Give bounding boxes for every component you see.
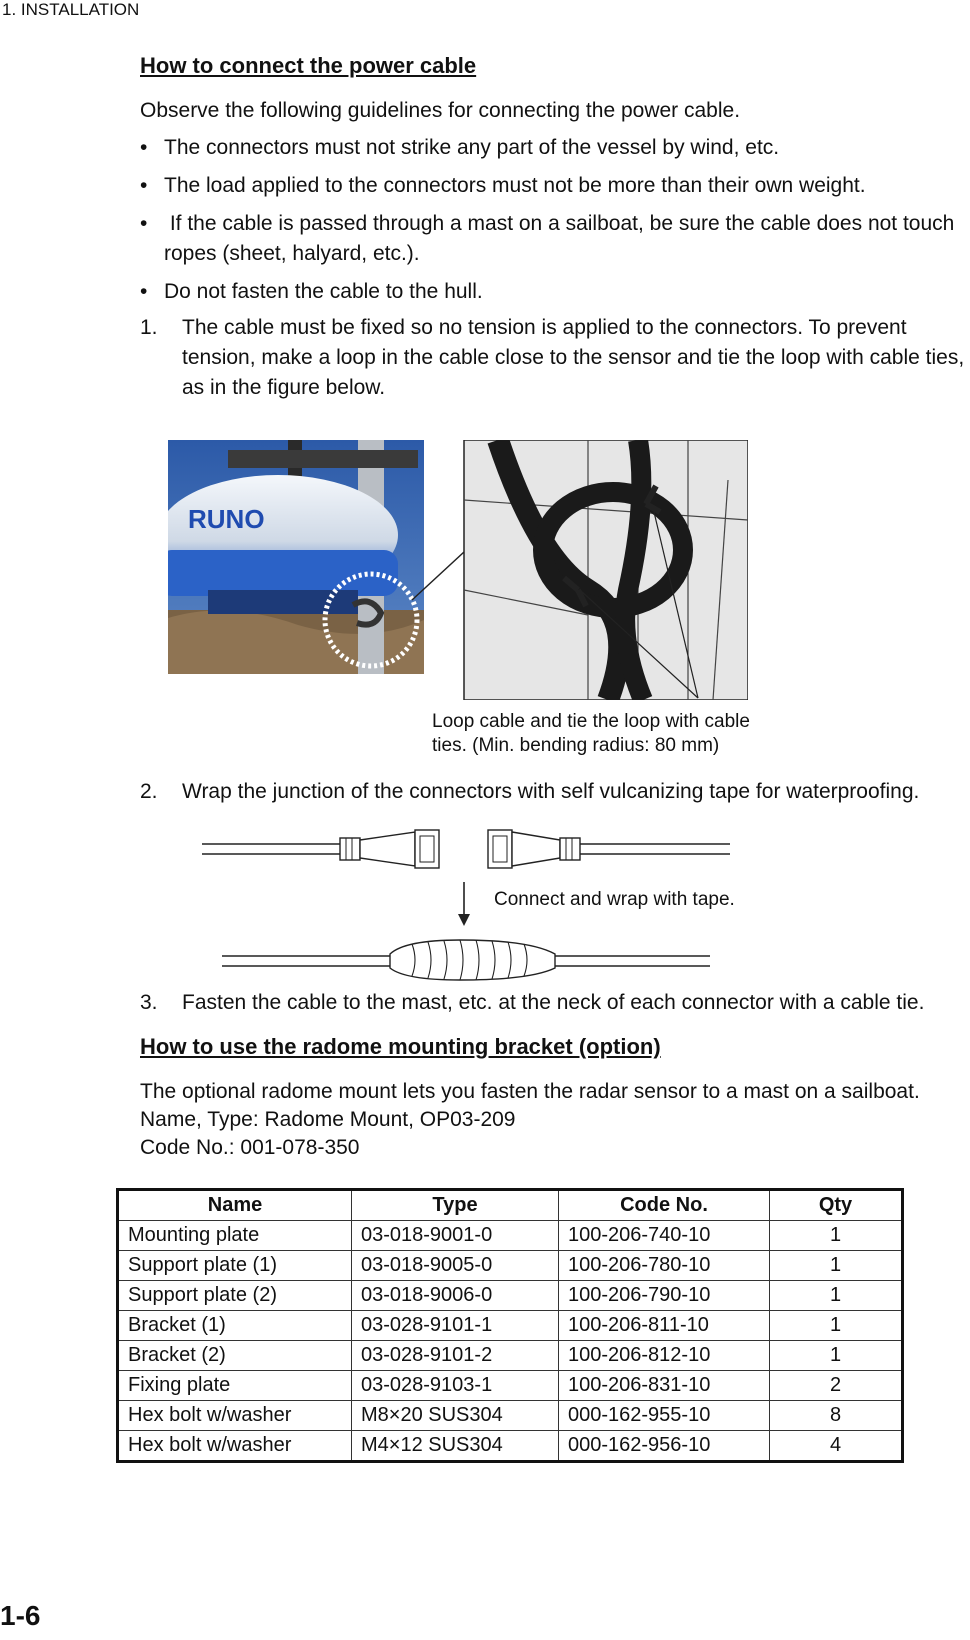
down-arrow xyxy=(458,882,470,926)
cell-qty: 1 xyxy=(770,1311,903,1341)
step-text: Wrap the junction of the connectors with self vulcanizing tape for waterproofing. xyxy=(182,780,920,803)
bullet-item xyxy=(140,277,970,307)
step-number: 1. xyxy=(140,316,158,339)
cell-name: Hex bolt w/washer xyxy=(118,1401,352,1431)
cell-code: 100-206-780-10 xyxy=(559,1251,770,1281)
cell-name: Bracket (1) xyxy=(118,1311,352,1341)
section-title-radome-bracket: How to use the radome mounting bracket (option) xyxy=(140,1034,661,1059)
table-row xyxy=(118,1431,903,1462)
cell-code: 100-206-790-10 xyxy=(559,1281,770,1311)
cell-qty: 1 xyxy=(770,1281,903,1311)
bullet-text: If the cable is passed through a mast on a sailboat, be sure the cable does not touch ropes (sheet, halyard, etc.). xyxy=(164,212,961,265)
cell-code: 100-206-812-10 xyxy=(559,1341,770,1371)
cell-code: 000-162-955-10 xyxy=(559,1401,770,1431)
cable-loop-closeup xyxy=(464,440,748,700)
cable-loop-figure xyxy=(168,440,748,700)
running-header: 1. INSTALLATION xyxy=(2,0,140,19)
bullet-item xyxy=(140,209,970,269)
bullet-mark: • xyxy=(140,280,148,303)
page-number: 1-6 xyxy=(0,1600,41,1631)
cell-qty: 1 xyxy=(770,1251,903,1281)
radome-description: The optional radome mount lets you fasten the radar sensor to a mast on a sailboat. xyxy=(140,1080,920,1103)
cell-qty: 8 xyxy=(770,1401,903,1431)
step-number: 3. xyxy=(140,991,158,1014)
cell-name: Support plate (1) xyxy=(118,1251,352,1281)
step-item-2 xyxy=(140,777,970,807)
bullet-mark: • xyxy=(140,212,148,235)
cell-type: M4×12 SUS304 xyxy=(352,1431,559,1462)
column-header-name: Name xyxy=(118,1190,352,1221)
cell-code: 100-206-831-10 xyxy=(559,1371,770,1401)
radar-logo-text: RUNO xyxy=(188,504,265,534)
cell-type: 03-018-9005-0 xyxy=(352,1251,559,1281)
radome-name-type: Name, Type: Radome Mount, OP03-209 xyxy=(140,1108,516,1131)
cell-name: Mounting plate xyxy=(118,1221,352,1251)
table-header-row xyxy=(118,1190,903,1221)
table-row xyxy=(118,1401,903,1431)
bullet-text: Do not fasten the cable to the hull. xyxy=(164,280,483,303)
parts-table xyxy=(116,1188,904,1463)
intro-paragraph: Observe the following guidelines for connecting the power cable. xyxy=(140,99,741,122)
bullet-item xyxy=(140,133,970,163)
table-row xyxy=(118,1251,903,1281)
figure1-caption-line2: ties. (Min. bending radius: 80 mm) xyxy=(432,735,720,756)
table-row xyxy=(118,1341,903,1371)
bullet-text: The load applied to the connectors must not be more than their own weight. xyxy=(164,174,866,197)
cell-type: 03-028-9101-1 xyxy=(352,1311,559,1341)
cell-qty: 2 xyxy=(770,1371,903,1401)
table-row xyxy=(118,1311,903,1341)
cell-qty: 1 xyxy=(770,1341,903,1371)
cell-name: Bracket (2) xyxy=(118,1341,352,1371)
table-row xyxy=(118,1221,903,1251)
bullet-item xyxy=(140,171,970,201)
cell-name: Fixing plate xyxy=(118,1371,352,1401)
step-number: 2. xyxy=(140,780,158,803)
cell-code: 000-162-956-10 xyxy=(559,1431,770,1462)
column-header-code: Code No. xyxy=(559,1190,770,1221)
cell-qty: 4 xyxy=(770,1431,903,1462)
figure2-caption: Connect and wrap with tape. xyxy=(494,889,735,910)
step-item-1 xyxy=(140,313,970,403)
figure1-caption-line1: Loop cable and tie the loop with cable xyxy=(432,711,750,732)
step-text: Fasten the cable to the mast, etc. at the neck of each connector with a cable tie. xyxy=(182,991,925,1014)
step-item-3 xyxy=(140,988,970,1018)
radar-photo xyxy=(168,440,424,674)
section-title-power-cable: How to connect the power cable xyxy=(140,53,477,78)
table-row xyxy=(118,1281,903,1311)
cell-qty: 1 xyxy=(770,1221,903,1251)
separate-connectors xyxy=(202,830,730,868)
column-header-qty: Qty xyxy=(770,1190,903,1221)
cell-name: Hex bolt w/washer xyxy=(118,1431,352,1462)
cell-type: 03-018-9001-0 xyxy=(352,1221,559,1251)
taped-junction xyxy=(222,940,710,980)
step-text: The cable must be fixed so no tension is applied to the connectors. To prevent tension, make a loop in the cable close to the sensor and tie the loop with cable ties, as in the figure below. xyxy=(182,316,965,399)
radome-code-no: Code No.: 001-078-350 xyxy=(140,1136,360,1159)
cell-type: 03-028-9103-1 xyxy=(352,1371,559,1401)
cell-type: 03-018-9006-0 xyxy=(352,1281,559,1311)
column-header-type: Type xyxy=(352,1190,559,1221)
cell-code: 100-206-811-10 xyxy=(559,1311,770,1341)
table-row xyxy=(118,1371,903,1401)
cell-type: 03-028-9101-2 xyxy=(352,1341,559,1371)
bullet-mark: • xyxy=(140,174,148,197)
cell-code: 100-206-740-10 xyxy=(559,1221,770,1251)
cell-type: M8×20 SUS304 xyxy=(352,1401,559,1431)
bullet-mark: • xyxy=(140,136,148,159)
bullet-text: The connectors must not strike any part of the vessel by wind, etc. xyxy=(164,136,780,159)
cell-name: Support plate (2) xyxy=(118,1281,352,1311)
